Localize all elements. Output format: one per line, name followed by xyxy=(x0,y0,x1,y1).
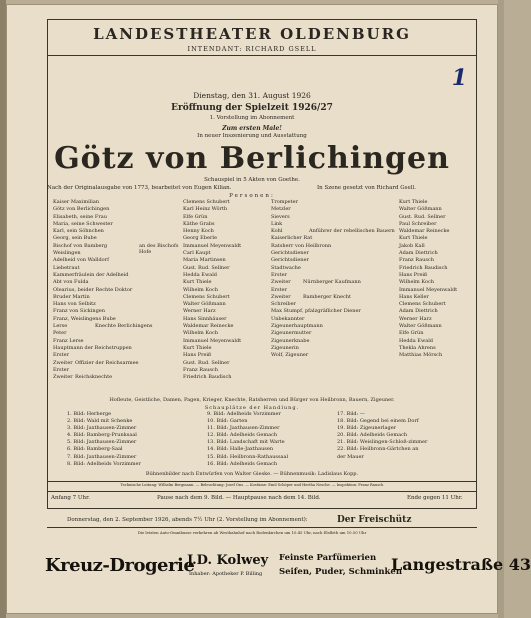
cast-actor: Käthe Grabs xyxy=(183,220,215,227)
scene-entry: 16. Bild: Adelheids Gemach xyxy=(207,460,278,467)
cast-actor: Maria Martinsen xyxy=(183,257,226,264)
cast-role: Franz, Weislingens Bube xyxy=(53,315,116,322)
cast-role: Kammerfräulein der Adelheid xyxy=(53,271,129,278)
cast-role: Zigeunerhauptmann xyxy=(271,323,323,330)
scene-entry: 12. Bild: Adelheids Gemach xyxy=(207,432,278,439)
cast-list xyxy=(53,199,473,394)
cast-actor: Immanuel Meyenwaldt xyxy=(183,242,242,249)
cast-role: Zweiter xyxy=(53,359,73,366)
cast-actor: Hans Sinnhäuser xyxy=(183,315,227,322)
intendant-line: INTENDANT: RICHARD GSELL xyxy=(187,45,317,53)
scenes-col-1 xyxy=(67,411,141,468)
ad-firm: J.D. Kolwey xyxy=(187,553,269,568)
header-rule xyxy=(47,55,477,56)
director-credit: In Szene gesetzt von Richard Gsell. xyxy=(317,185,416,191)
ad-wares-1: Feinste Parfümerien xyxy=(279,553,377,563)
cast-role: Erster xyxy=(53,366,69,373)
cast-role: Zigeunerknabe xyxy=(271,337,310,344)
cast-actor: Elfe Grün xyxy=(399,330,424,337)
cast-actor: Hans Preiß xyxy=(183,352,212,359)
cast-actor: Walter Gößmann xyxy=(399,206,442,213)
scene-entry: 21. Bild: Weislingen-Schloß-zimmer xyxy=(337,439,428,446)
cast-actor: Friedrich Baudisch xyxy=(399,264,448,271)
ad-street: Langestraße 43 xyxy=(391,555,531,574)
right-edge-strip xyxy=(498,0,504,618)
cast-role: Erster xyxy=(271,271,287,278)
cast-role: Wolf, Zigeuner xyxy=(271,352,309,359)
cast-actor: Gust. Rud. Sellner xyxy=(183,264,230,271)
scene-entry: 5. Bild: Jaxthausen-Zimmer xyxy=(67,439,137,446)
cast-actor: Karl Heinz Wörth xyxy=(183,206,228,213)
next-performance: Donnerstag, den 2. September 1926, abends 7½ Uhr (2. Vorstellung im Abonnement): xyxy=(67,517,308,523)
scene-entry: 22. Bild: Heilbronn-Gärtchen an xyxy=(337,446,419,453)
play-title: Götz von Berlichingen xyxy=(54,141,450,176)
cast-role: Kohl xyxy=(271,228,283,235)
scenes-heading: Schauplätze der Handlung. xyxy=(204,405,300,411)
cast-actor: Friedrich Baudisch xyxy=(183,374,232,381)
scene-entry: 18. Bild: Gegend bei einem Dorf xyxy=(337,418,419,425)
cast-role: Metzler xyxy=(271,206,291,213)
cast-actor: Thekla Ahrens xyxy=(399,344,436,351)
cast-role: Sievers xyxy=(271,213,290,220)
group-offiziere: Offizier der Reichsarmee xyxy=(75,360,139,366)
cast-actor: Walter Gößmann xyxy=(399,323,442,330)
cast-role: Erster xyxy=(271,286,287,293)
cast-actor: Jakob Kall xyxy=(399,242,425,249)
cast-role: Ratsherr von Heilbronn xyxy=(271,242,332,249)
cast-left-roles xyxy=(53,199,153,381)
cast-role: Olearius, beider Rechte Doktor xyxy=(53,286,133,293)
cast-role: Bruder Martin xyxy=(53,293,90,300)
cast-actor: Hedda Ewald xyxy=(183,271,218,278)
cast-actor: Waldemar Reinecke xyxy=(399,228,450,235)
cast-actor: Gust. Rud. Sellner xyxy=(183,359,230,366)
cast-actor: Georg Eberle xyxy=(183,235,217,242)
cast-role: Erster xyxy=(53,352,69,359)
scene-entry: 9. Bild: Adelheids Vorzimmer xyxy=(207,411,281,417)
cast-actor: Werner Harz xyxy=(183,308,216,315)
cast-role: Peter xyxy=(53,330,67,337)
next-rule xyxy=(47,527,477,528)
cast-role: Maria, seine Schwester xyxy=(53,220,113,227)
cast-role: Liebetraut xyxy=(53,264,80,271)
first-time-note: Zum ersten Male! xyxy=(222,125,282,132)
cast-role: Zweiter xyxy=(53,374,73,381)
cast-actor: Walter Gößmann xyxy=(183,301,226,308)
scene-entry: 17. Bild: — xyxy=(337,411,365,417)
handwritten-number: 1 xyxy=(451,65,467,91)
cast-role: Karl, sein Söhnchen xyxy=(53,228,104,235)
ad-shop: Kreuz-Drogerie xyxy=(45,555,195,576)
cast-role: Gerichtsdiener xyxy=(271,257,309,264)
cast-actor: Immanuel Meyenwaldt xyxy=(183,337,242,344)
theater-name: LANDESTHEATER OLDENBURG xyxy=(93,25,411,43)
scene-entry: 14. Bild: Halle-Jaxthausen xyxy=(207,446,274,453)
next-title: Der Freischütz xyxy=(337,515,412,525)
cast-actor: Hedda Ewald xyxy=(399,337,434,344)
new-staging-note: In neuer Inszenierung und Ausstattung xyxy=(197,133,307,139)
scene-entry: 19. Bild: Zigeunerlager xyxy=(337,425,397,432)
cast-role: Gerichtsdiener xyxy=(271,250,309,257)
cast-role: Kaiser Maximilian xyxy=(53,199,100,205)
scene-entry: 8. Bild: Adelheids Vorzimmer xyxy=(67,460,141,467)
scene-entry: 10. Bild: Garten xyxy=(207,418,248,425)
cast-left-actors xyxy=(183,199,267,381)
cast-role: Götz von Berlichingen xyxy=(53,206,110,213)
group-aufruehrer: Anführer der rebellischen Bauern xyxy=(309,228,395,234)
scenes-col-2 xyxy=(207,411,288,468)
cast-actor: Clemens Schubert xyxy=(183,199,230,205)
group-reichsknechte: Reichsknechte xyxy=(75,374,113,380)
cast-actor: Wilhelm Koch xyxy=(183,286,218,293)
cast-actor: Clemens Schubert xyxy=(183,293,230,300)
scene-entry: 2. Bild: Wald mit Schenke xyxy=(67,418,133,425)
subscription-note: 1. Vorstellung im Abonnement xyxy=(209,115,295,121)
cast-actor: Matthias Mörsch xyxy=(399,352,443,359)
group-bamberger: Bamberger Knecht xyxy=(303,294,352,300)
cast-actor: Kurt Thiele xyxy=(399,235,428,242)
cast-actor: Kurt Thiele xyxy=(399,199,428,205)
cast-actor: Adam Diettrich xyxy=(399,250,438,257)
cast-actor: Clemens Schubert xyxy=(399,301,446,308)
cast-actor: Wilhelm Koch xyxy=(399,279,434,286)
scene-entry: 11. Bild: Jaxthausen-Zimmer xyxy=(207,425,280,432)
season-opening: Eröffnung der Spielzeit 1926/27 xyxy=(171,103,333,113)
bus-note: Die letzten Auto-Omnibusse verkehren ab Westbahnhof nach Rodenkirchen um 10.45 Uhr, nach Elsfleth um 10.50 Uhr xyxy=(137,530,367,535)
extras-line: Hofleute, Geistliche, Damen, Pagen, Krieger, Knechte, Ratsherren und Bürger von Heilbronn, Bauern, Zigeuner. xyxy=(109,397,395,403)
cast-role: Franz Lerse xyxy=(53,337,84,344)
scene-entry: 13. Bild: Landschaft mit Warte xyxy=(207,439,285,446)
cast-role: Bischof von Bamberg xyxy=(53,242,108,249)
group-nuernberger: Nürnberger Kaufmann xyxy=(303,279,361,285)
ad-wares-2: Seifen, Puder, Schminken xyxy=(279,567,403,577)
scene-entry: 4. Bild: Bamberg-Prunksaal xyxy=(67,432,137,439)
times-rule-top xyxy=(47,491,477,492)
cast-actor: Franz Rausch xyxy=(183,366,218,373)
cast-role: Georg, sein Bube xyxy=(53,235,97,242)
cast-role: Link xyxy=(271,220,283,227)
performance-date: Dienstag, den 31. August 1926 xyxy=(193,91,311,100)
tech-credit: Technische Leitung: Wilhelm Bergmann. — Beleuchtung: Josef Ons. — Kostüme: Emil Schöper und Hertha Nesche. — Inspektion: Franz Rausch xyxy=(120,483,384,487)
group-knechte: Knechte Berlichingens xyxy=(95,323,153,329)
cast-role: Elisabeth, seine Frau xyxy=(53,213,107,220)
cast-actor: Gust. Rud. Sellner xyxy=(399,213,446,220)
cast-role: Zigeunermutter xyxy=(271,330,312,337)
scene-entry: 1. Bild: Herberge xyxy=(67,411,112,417)
advertisement xyxy=(45,549,531,587)
scene-entry: 3. Bild: Jaxthausen-Zimmer xyxy=(67,425,137,432)
cast-role: Lerse xyxy=(53,323,68,330)
cast-right-actors xyxy=(399,199,473,360)
cast-role: Kaiserlicher Rat xyxy=(271,235,313,242)
scene-entry: der Mauer xyxy=(337,453,364,460)
scene-entry: 6. Bild: Bamberg-Saal xyxy=(67,446,123,453)
cast-actor: Franz Rausch xyxy=(399,257,434,264)
cast-role: Hauptmann der Reichstruppen xyxy=(53,344,132,351)
cast-role: Zigeunerin xyxy=(271,344,299,351)
cast-actor: Hans Keller xyxy=(399,293,429,300)
cast-role: Trompeter xyxy=(271,199,298,205)
scene-entry: 7. Bild: Jaxthausen-Zimmer xyxy=(67,453,137,460)
scene-entry: 15. Bild: Heilbronn-Rathaussaal xyxy=(207,453,289,460)
ad-owner: Inhaber: Apotheker P. Billing xyxy=(189,571,263,577)
cast-role: Max Stumpf, pfalzgräflicher Diener xyxy=(271,308,361,315)
cast-role: Adelheid von Walldorf xyxy=(53,257,109,264)
cast-actor: Henny Koch xyxy=(183,228,214,235)
cast-role: Franz von Sickingen xyxy=(53,308,105,315)
scene-entry: 20. Bild: Adelheids Gemach xyxy=(337,432,408,439)
cast-actor: Immanuel Meyenwaldt xyxy=(399,286,458,293)
cast-role: Zweiter xyxy=(271,293,291,300)
cast-role: Zweiter xyxy=(271,279,291,286)
adaptation-source: Nach der Originalausgabe von 1773, bearbeitet von Eugen Kilian. xyxy=(47,185,232,191)
persons-heading: Personen: xyxy=(229,193,275,199)
cast-actor: Kurt Thiele xyxy=(183,279,212,286)
cast-role: Weislingen xyxy=(53,250,81,257)
scenes-col-3 xyxy=(337,411,427,461)
cast-actor: Hans Preiß xyxy=(399,271,428,278)
cast-role: Abt von Fulda xyxy=(53,279,89,286)
cast-actor: Adam Diettrich xyxy=(399,308,438,315)
cast-actor: Werner Harz xyxy=(399,315,432,322)
cast-role: Stadtwache xyxy=(271,264,301,271)
end-time: Ende gegen 11 Uhr. xyxy=(407,495,463,501)
cast-actor: Paul Schreiber xyxy=(399,220,437,227)
play-subtitle: Schauspiel in 5 Akten von Goethe. xyxy=(204,177,300,183)
playbill-sheet xyxy=(6,4,531,614)
cast-actor: Elfe Grün xyxy=(183,213,208,220)
cast-actor: Kurt Thiele xyxy=(183,344,212,351)
cast-role: Hans von Selbitz xyxy=(53,301,96,308)
group-bischofs: an des Bischofs Hofe xyxy=(139,243,179,255)
cast-actor: Wilhelm Koch xyxy=(183,330,218,337)
cast-actor: Carl Kaupt xyxy=(183,250,211,257)
cast-actor: Waldemar Reinecke xyxy=(183,323,234,330)
credits-rule xyxy=(47,481,477,482)
design-credit: Bühnenbilder nach Entwürfen von Walter Gieske. — Bühnenmusik: Ladislaus Kopp. xyxy=(145,471,359,477)
pause-time: Pause nach dem 9. Bild. — Hauptpause nach dem 14. Bild. xyxy=(157,495,321,501)
start-time: Anfang 7 Uhr. xyxy=(51,495,90,501)
cast-role: Schreiber xyxy=(271,301,296,308)
cast-role: Unbekannter xyxy=(271,315,305,322)
